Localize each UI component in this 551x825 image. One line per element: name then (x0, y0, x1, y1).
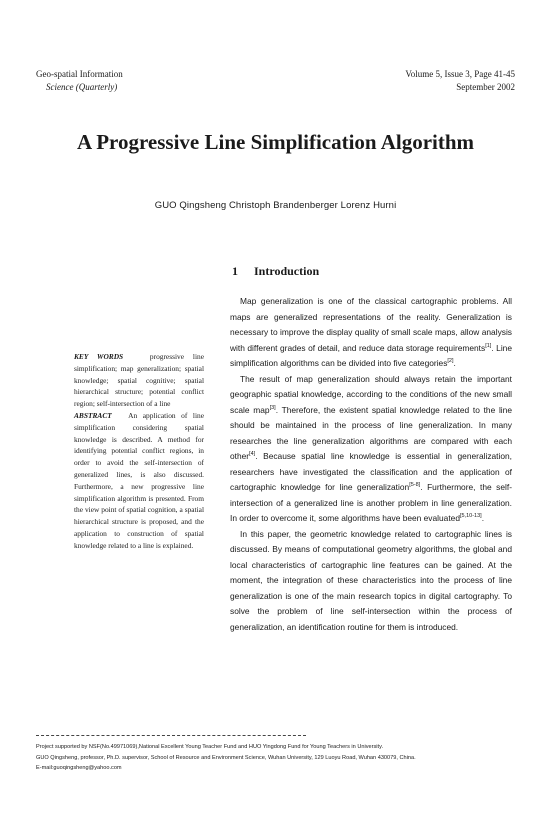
citation: [5-8] (409, 482, 421, 489)
p2-text: . Furthermore, the self-intersection of a generalized line is another problem in line generalization. In order to overcome it, some algorithms have been evaluated (230, 482, 512, 523)
authors: GUO Qingsheng Christoph Brandenberger Lorenz Hurni (154, 200, 397, 211)
abstract-label: ABSTRACT (74, 410, 112, 420)
citation: [5,10-13] (459, 513, 482, 520)
section-number: 1 (232, 264, 238, 278)
issue-info (405, 68, 515, 94)
p1-end: . (453, 358, 456, 368)
journal-line-1: Geo-spatial Information (36, 69, 123, 79)
keywords-abstract-column (74, 351, 204, 552)
citation: [2] (447, 358, 454, 365)
footnote-funding: Project supported by NSF(No.49971069),National Excellent Young Teacher Fund and HUO Yingdong Fund for Young Teachers in University. (36, 744, 384, 750)
citation: [1] (485, 342, 492, 349)
p1-text: Map generalization is one of the classical cartographic problems. All maps are generalized representations of the reality. Generalization is necessary to improve the display quality of small scale maps, allow analysis with different grades of detail, and reduce data storage requirements (230, 296, 512, 353)
journal-line-2: Science (Quarterly) (46, 82, 118, 92)
p2-text: . Because spatial line knowledge is essential in generalization, researchers have investigated the classification and the application of cartographic knowledge for line generalization (230, 451, 512, 492)
section-title: Introduction (254, 264, 320, 278)
p2-text: The result of map generalization should always retain the important geographic spatial knowledge, according to the conditions of the new small scale map (230, 373, 512, 415)
footnotes (36, 742, 516, 774)
journal-name (36, 68, 123, 94)
abstract-block (74, 410, 204, 552)
date-line: September 2002 (456, 82, 515, 92)
paper-title: A Progressive Line Simplification Algorithm (76, 130, 475, 154)
section-heading (232, 264, 319, 279)
keywords-text: progressive line simplification; map generalization; spatial knowledge; spatial cognitive; spatial hierarchical structure; potential conflict region; self-intersection of a line (74, 352, 204, 409)
volume-line: Volume 5, Issue 3, Page 41-45 (405, 69, 515, 79)
keywords-block (74, 351, 204, 410)
footnote-divider (36, 735, 306, 736)
abstract-text: An application of line simplification considering spatial knowledge is described. A method for identifying potential conflict regions, in order to avoid the self-intersection of generalized lines, is also discussed. Furthermore, a new progressive line simplification algorithm is presented. From the view point of spatial cognition, a spatial hierarchical structure is proposed, and the application to construction of spatial knowledge related to a line is explained. (74, 410, 204, 550)
body-text (230, 294, 512, 635)
footnote-author: GUO Qingsheng, professor, Ph.D. supervisor, School of Resource and Environment Science, Wuhan University, 129 Luoyu Road, Wuhan 430079, China. (36, 754, 416, 761)
p1-mid: . Line simplification algorithms can be divided into five categories (230, 342, 512, 368)
paragraph-2 (230, 372, 512, 527)
p2-text: . Therefore, the existent spatial knowledge related to the line should be maintained in the process of line generalization. In many researches the line generalization algorithms are compared with each other (230, 404, 512, 461)
p2-end: . (481, 513, 485, 523)
footnote-email: E-mail:guoqingsheng@yahoo.com (36, 765, 122, 771)
citation: [4] (249, 451, 256, 458)
paragraph-1 (230, 294, 512, 372)
keywords-label: KEY WORDS (74, 352, 124, 361)
citation: [3] (269, 404, 276, 411)
paragraph-3: In this paper, the geometric knowledge related to cartographic lines is discussed. By means of computational geometry algorithms, the global and local characteristics of cartographic line features can be gained. At the moment, the integration of these characteristics into the process of line generalization is one of the main research topics in digital cartography. To solve the problem of line self-intersection within the process of generalization, an identification routine for them is introduced. (230, 528, 512, 632)
